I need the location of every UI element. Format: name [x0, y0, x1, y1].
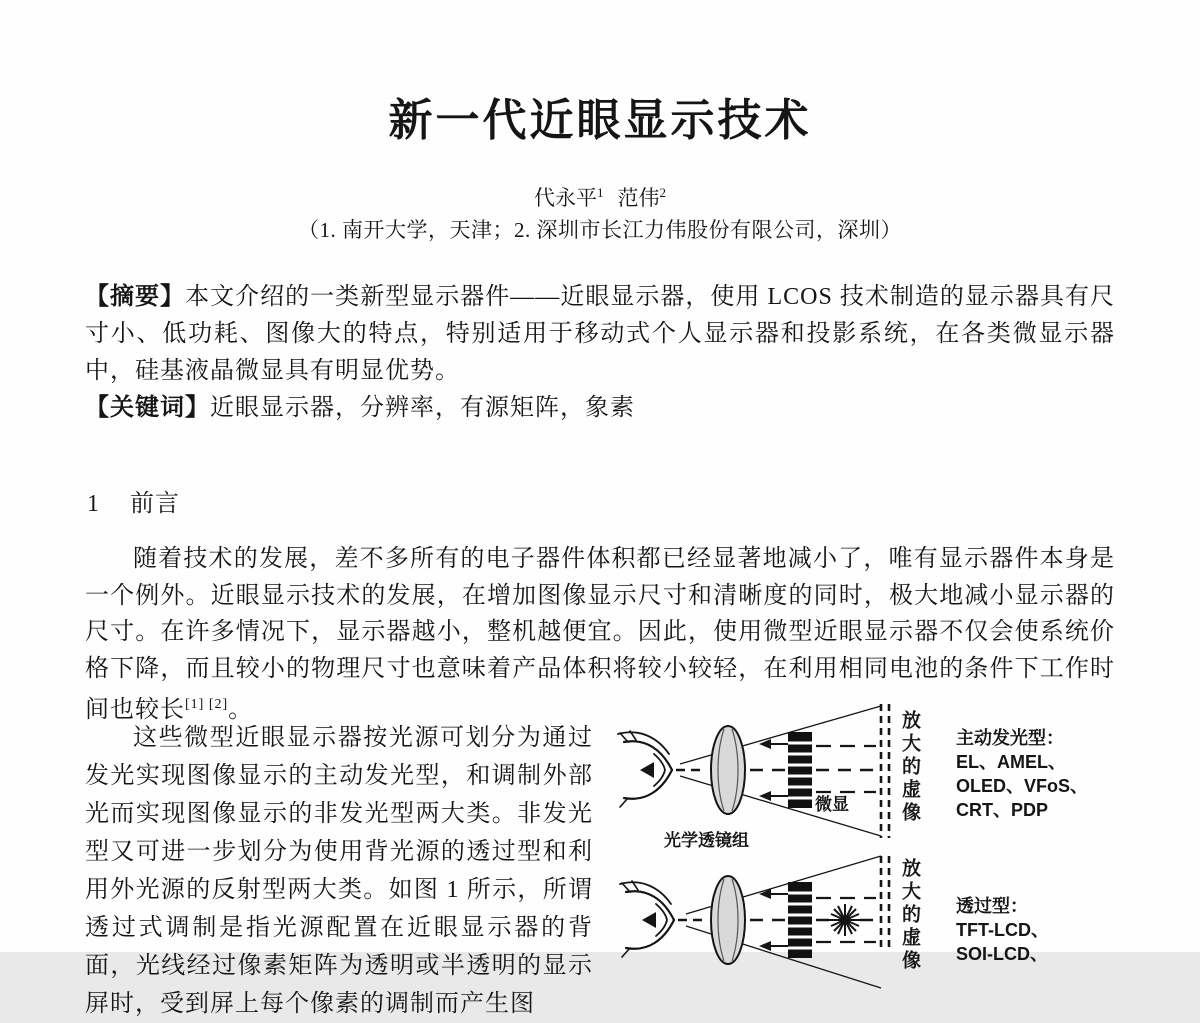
section-1-number: 1	[87, 491, 100, 517]
abstract-text: 本文介绍的一类新型显示器件——近眼显示器，使用 LCOS 技术制造的显示器具有尺寸小、低功耗、图像大的特点，特别适用于移动式个人显示器和投影系统，在各类微显示器中，硅基液晶微显具有明显优势。	[85, 284, 1115, 384]
abstract-section	[85, 279, 1115, 427]
microdisplay-label: 微显	[815, 795, 849, 814]
transmissive-type-line: SOI-LCD、	[956, 944, 1048, 964]
author-1-superscript: 1	[597, 185, 604, 200]
paragraph-1-period: 。	[228, 697, 254, 723]
light-source-starburst	[829, 904, 861, 936]
magnified-virtual-image-label-top: 放大的虚像	[899, 710, 920, 825]
emissive-type-line: CRT、PDP	[956, 800, 1049, 820]
virtual-image-plane	[881, 856, 889, 952]
eye-icon	[620, 881, 674, 957]
paragraph-2: 这些微型近眼显示器按光源可划分为通过发光实现图像显示的主动发光型，和调制外部光而实现图像显示的非发光型两大类。非发光型又可进一步划分为使用背光源的透过型和利用外光源的反射型两大类。如图 1 所示，所谓透过式调制是指光源配置在近眼显示器的背面，光线经过像素矩阵为透明或半透明的显示屏时，受到屏上每个像素的调制而产生图	[85, 725, 593, 1017]
abstract-paragraph	[85, 279, 1115, 390]
transmissive-diagram	[620, 856, 889, 988]
optical-lens-group-label: 光学透镜组	[664, 831, 749, 850]
authors-line	[0, 182, 1200, 212]
abstract-label: 【摘要】	[85, 284, 186, 310]
eye-icon	[618, 731, 672, 807]
keywords-text: 近眼显示器，分辨率，有源矩阵，象素	[210, 395, 635, 421]
lens-shape	[711, 876, 745, 964]
paragraph-1-text: 随着技术的发展，差不多所有的电子器件体积都已经显著地减小了，唯有显示器件本身是一个例外。近眼显示技术的发展，在增加图像显示尺寸和清晰度的同时，极大地减小显示器的尺寸。在许多情况下，显示器越小，整机越便宜。因此，使用微型近眼显示器不仅会使系统价格下降，而且较小的物理尺寸也意味着产品体积将较小较轻，在利用相同电池的条件下工作时间也较长	[85, 546, 1115, 723]
microdisplay-shape	[788, 882, 812, 958]
author-2: 范伟	[617, 186, 660, 210]
author-2-superscript: 2	[659, 185, 666, 200]
emissive-type-list	[956, 726, 1088, 822]
lens-shape	[711, 726, 745, 814]
section-1-title: 前言	[130, 491, 180, 517]
magnified-virtual-image-label-bottom: 放大的虚像	[899, 858, 920, 973]
transmissive-type-list	[956, 894, 1049, 966]
emissive-type-line: EL、AMEL、	[956, 752, 1066, 772]
author-1: 代永平	[534, 186, 597, 210]
figure-1	[598, 698, 1160, 973]
microdisplay-shape	[788, 732, 812, 808]
emissive-type-line: 主动发光型：	[956, 728, 1064, 748]
citation-refs: [1] [2]	[185, 697, 229, 712]
emissive-type-line: OLED、VFoS、	[956, 776, 1089, 796]
paper-title: 新一代近眼显示技术	[388, 96, 812, 145]
keywords-label: 【关键词】	[85, 395, 210, 421]
transmissive-type-line: TFT-LCD、	[956, 920, 1049, 940]
emissive-diagram	[618, 704, 889, 838]
section-1-heading	[87, 483, 180, 518]
transmissive-type-line: 透过型：	[956, 896, 1028, 916]
keywords-paragraph	[85, 390, 1115, 427]
virtual-image-plane	[881, 704, 889, 838]
affiliation-line: （1. 南开大学，天津；2. 深圳市长江力伟股份有限公司，深圳）	[298, 218, 902, 242]
